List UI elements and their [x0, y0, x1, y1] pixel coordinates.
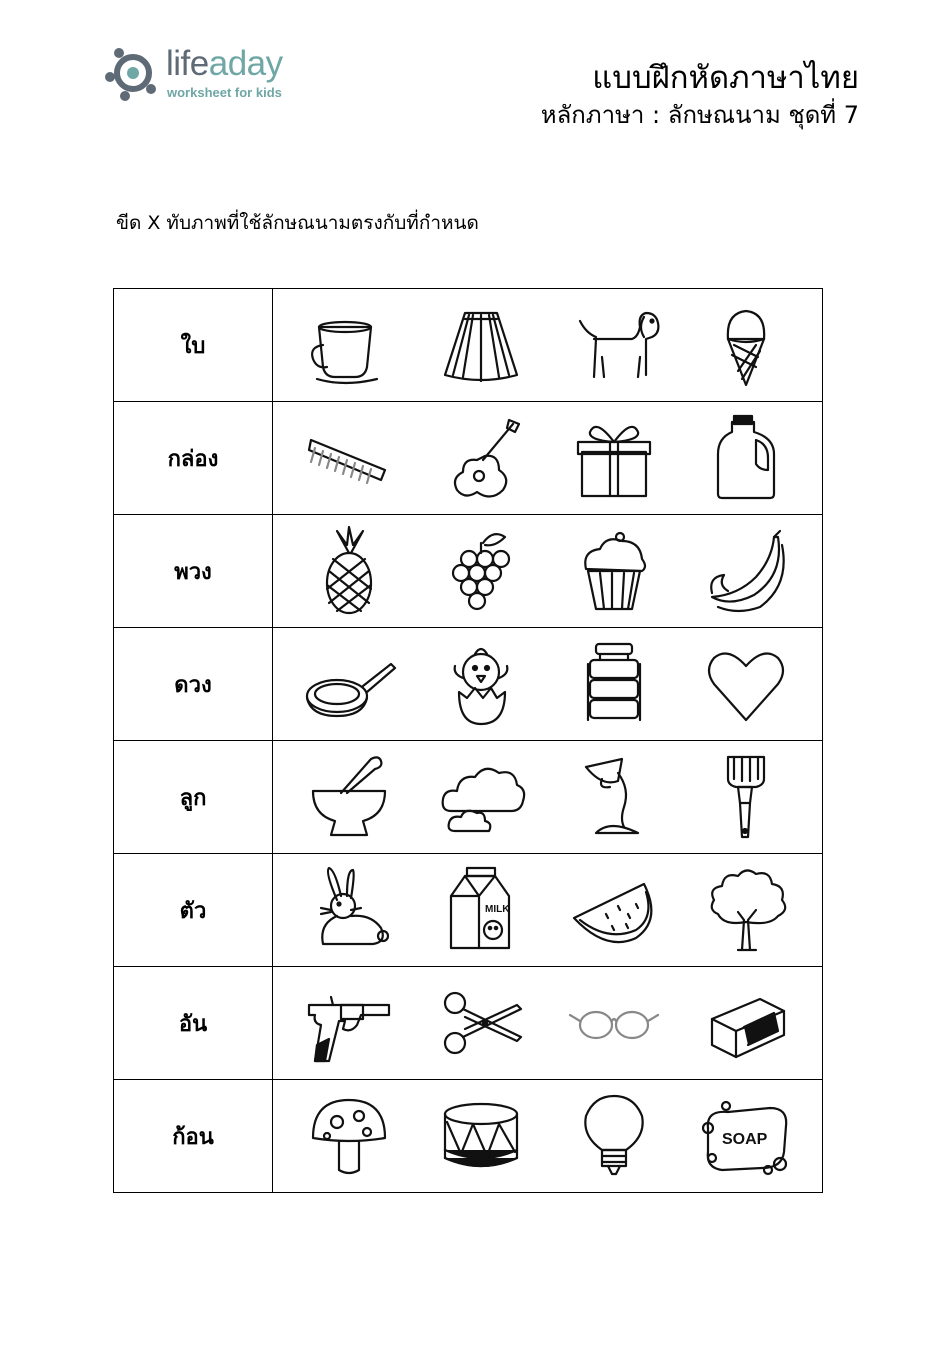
milk-carton-icon[interactable] — [421, 860, 541, 960]
guitar-icon[interactable] — [421, 408, 541, 508]
logo-tagline: worksheet for kids — [167, 85, 282, 100]
page-title: แบบฝึกหัดภาษาไทย — [592, 60, 859, 96]
rabbit-icon[interactable] — [289, 860, 409, 960]
instruction: ขีด X ทับภาพที่ใช้ลักษณนามตรงกับที่กำหนด — [116, 212, 479, 234]
drum-icon[interactable] — [421, 1086, 541, 1186]
desk-lamp-icon[interactable] — [554, 747, 674, 847]
classifier-word: พวง — [114, 515, 273, 628]
page-subtitle: หลักภาษา : ลักษณนาม ชุดที่ 7 — [540, 101, 859, 129]
milk-jug-icon[interactable] — [686, 408, 806, 508]
picture-row — [273, 515, 822, 627]
picture-row — [273, 967, 822, 1079]
picture-cell — [273, 289, 823, 402]
skirt-icon[interactable] — [421, 295, 541, 395]
watermelon-slice-icon[interactable] — [554, 860, 674, 960]
eraser-icon[interactable] — [686, 973, 806, 1073]
bananas-icon[interactable] — [686, 521, 806, 621]
gift-box-icon[interactable] — [554, 408, 674, 508]
classifier-word: อัน — [114, 967, 273, 1080]
eyeglasses-icon[interactable] — [554, 973, 674, 1073]
light-bulb-icon[interactable] — [554, 1086, 674, 1186]
picture-row — [273, 854, 822, 966]
food-carrier-icon[interactable] — [554, 634, 674, 734]
classifier-word: ใบ — [114, 289, 273, 402]
comb-icon[interactable] — [289, 408, 409, 508]
worksheet-row — [114, 967, 823, 1080]
chick-in-egg-icon[interactable] — [421, 634, 541, 734]
worksheet-row — [114, 854, 823, 967]
picture-cell — [273, 967, 823, 1080]
scissors-icon[interactable] — [421, 973, 541, 1073]
paintbrush-icon[interactable] — [686, 747, 806, 847]
cupcake-icon[interactable] — [554, 521, 674, 621]
grapes-icon[interactable] — [421, 521, 541, 621]
classifier-word: ลูก — [114, 741, 273, 854]
picture-cell — [273, 402, 823, 515]
mortar-and-pestle-icon[interactable] — [289, 747, 409, 847]
logo-wordmark: lifeaday — [166, 44, 283, 83]
picture-cell — [273, 1080, 823, 1193]
svg-text:MILK: MILK — [485, 904, 510, 915]
classifier-word: กล่อง — [114, 402, 273, 515]
revolver-icon[interactable] — [289, 973, 409, 1073]
tree-icon[interactable] — [686, 860, 806, 960]
picture-cell — [273, 741, 823, 854]
worksheet-row — [114, 515, 823, 628]
picture-cell — [273, 628, 823, 741]
pineapple-icon[interactable] — [289, 521, 409, 621]
svg-text:SOAP: SOAP — [721, 1131, 768, 1148]
dog-icon[interactable] — [554, 295, 674, 395]
picture-row — [273, 402, 822, 514]
mushroom-icon[interactable] — [289, 1086, 409, 1186]
picture-cell — [273, 515, 823, 628]
picture-row — [273, 289, 822, 401]
heart-icon[interactable] — [686, 634, 806, 734]
frying-pan-icon[interactable] — [289, 634, 409, 734]
classifier-word: ดวง — [114, 628, 273, 741]
picture-row — [273, 741, 822, 853]
picture-cell — [273, 854, 823, 967]
picture-row — [273, 628, 822, 740]
worksheet-table — [113, 288, 823, 1193]
worksheet-row — [114, 289, 823, 402]
worksheet-row — [114, 628, 823, 741]
cup-icon[interactable] — [289, 295, 409, 395]
soap-icon[interactable] — [686, 1086, 806, 1186]
picture-row — [273, 1080, 822, 1192]
ice-cream-cone-icon[interactable] — [686, 295, 806, 395]
worksheet-row — [114, 741, 823, 854]
logo-mark-icon — [104, 44, 162, 102]
worksheet-row — [114, 1080, 823, 1193]
worksheet-row — [114, 402, 823, 515]
classifier-word: ก้อน — [114, 1080, 273, 1193]
logo — [104, 42, 314, 106]
clouds-icon[interactable] — [421, 747, 541, 847]
classifier-word: ตัว — [114, 854, 273, 967]
